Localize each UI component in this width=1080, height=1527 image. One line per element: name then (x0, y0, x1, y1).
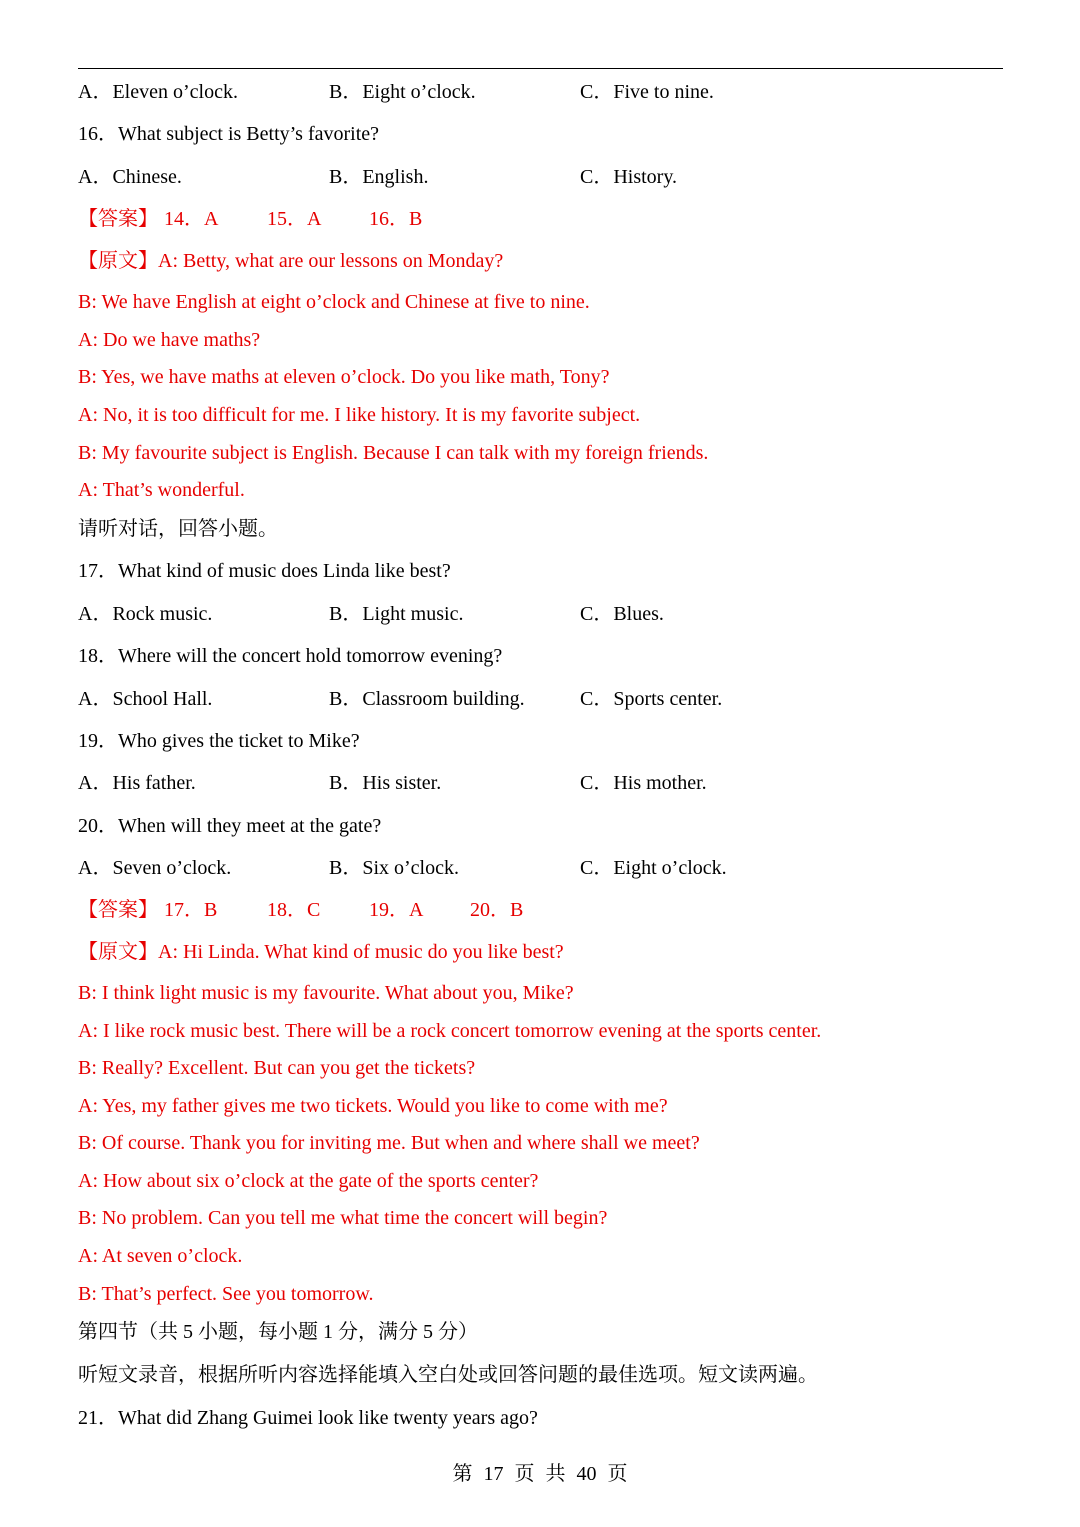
q16-option-c: C．History. (580, 166, 678, 188)
transcript-1-first-line (78, 249, 503, 273)
transcript-label: 【原文】 (78, 941, 158, 963)
q20-option-b: B．Six o’clock. (329, 857, 459, 879)
q19-options (0, 771, 1080, 795)
q20-question: 20．When will they meet at the gate? (78, 815, 382, 837)
transcript-line: B: We have English at eight o’clock and Chinese at five to nine. (78, 291, 590, 313)
transcript-line: A: Hi Linda. What kind of music do you like best? (158, 941, 564, 963)
q16-options (0, 165, 1080, 189)
q18-options (0, 687, 1080, 711)
answer-block-2 (78, 898, 978, 922)
q18-option-b: B．Classroom building. (329, 688, 525, 710)
transcript-line: A: That’s wonderful. (78, 479, 245, 501)
q16-question: 16．What subject is Betty’s favorite? (78, 123, 380, 145)
page-footer: 第 17 页 共 40 页 (452, 1463, 628, 1485)
q18-option-c: C．Sports center. (580, 688, 723, 710)
answer-item: 20．B (470, 899, 524, 921)
transcript-line: A: At seven o’clock. (78, 1245, 243, 1267)
transcript-line: B: Yes, we have maths at eleven o’clock. Do you like math, Tony? (78, 366, 610, 388)
answer-item: 14．A (164, 208, 219, 230)
header-rule (78, 68, 1003, 69)
answer-item: 17．B (164, 899, 218, 921)
transcript-line: B: That’s perfect. See you tomorrow. (78, 1283, 374, 1305)
q16-option-b: B．English. (329, 166, 429, 188)
q18-question: 18．Where will the concert hold tomorrow evening? (78, 645, 503, 667)
transcript-line: A: Betty, what are our lessons on Monday? (158, 250, 504, 272)
answer-item: 19．A (369, 899, 424, 921)
section-4-heading: 第四节（共 5 小题，每小题 1 分，满分 5 分） (78, 1321, 478, 1343)
q19-option-b: B．His sister. (329, 772, 442, 794)
answer-block-1 (78, 207, 978, 231)
transcript-line: B: Of course. Thank you for inviting me. But when and where shall we meet? (78, 1132, 700, 1154)
q15-option-c: C．Five to nine. (580, 81, 714, 103)
transcript-line: B: No problem. Can you tell me what time the concert will begin? (78, 1207, 608, 1229)
q17-option-a: A．Rock music. (78, 603, 213, 625)
q19-question: 19．Who gives the ticket to Mike? (78, 730, 360, 752)
transcript-line: A: Do we have maths? (78, 329, 261, 351)
answer-label: 【答案】 (78, 899, 158, 921)
instruction-passage: 听短文录音，根据所听内容选择能填入空白处或回答问题的最佳选项。短文读两遍。 (78, 1364, 818, 1386)
transcript-line: B: Really? Excellent. But can you get the tickets? (78, 1057, 476, 1079)
q15-options (0, 80, 1080, 104)
transcript-line: B: I think light music is my favourite. What about you, Mike? (78, 982, 574, 1004)
q17-question: 17．What kind of music does Linda like best? (78, 560, 451, 582)
q16-option-a: A．Chinese. (78, 166, 182, 188)
q17-option-b: B．Light music. (329, 603, 464, 625)
q19-option-c: C．His mother. (580, 772, 707, 794)
transcript-line: A: How about six o’clock at the gate of the sports center? (78, 1170, 539, 1192)
q20-option-a: A．Seven o’clock. (78, 857, 232, 879)
q17-options (0, 602, 1080, 626)
transcript-line: A: Yes, my father gives me two tickets. Would you like to come with me? (78, 1095, 668, 1117)
answer-item: 15．A (267, 208, 322, 230)
q15-option-b: B．Eight o’clock. (329, 81, 476, 103)
answer-item: 18．C (267, 899, 321, 921)
answer-item: 16．B (369, 208, 423, 230)
transcript-2-first-line (78, 940, 564, 964)
transcript-line: A: I like rock music best. There will be a rock concert tomorrow evening at the sports center. (78, 1020, 822, 1042)
transcript-line: B: My favourite subject is English. Because I can talk with my foreign friends. (78, 442, 709, 464)
q19-option-a: A．His father. (78, 772, 196, 794)
q15-option-a: A．Eleven o’clock. (78, 81, 238, 103)
transcript-label: 【原文】 (78, 250, 158, 272)
answer-label: 【答案】 (78, 208, 158, 230)
transcript-line: A: No, it is too difficult for me. I like history. It is my favorite subject. (78, 404, 641, 426)
q20-option-c: C．Eight o’clock. (580, 857, 727, 879)
instruction-dialogue: 请听对话，回答小题。 (78, 518, 278, 540)
q20-options (0, 856, 1080, 880)
q21-question: 21．What did Zhang Guimei look like twenty years ago? (78, 1407, 538, 1429)
q17-option-c: C．Blues. (580, 603, 664, 625)
q18-option-a: A．School Hall. (78, 688, 213, 710)
